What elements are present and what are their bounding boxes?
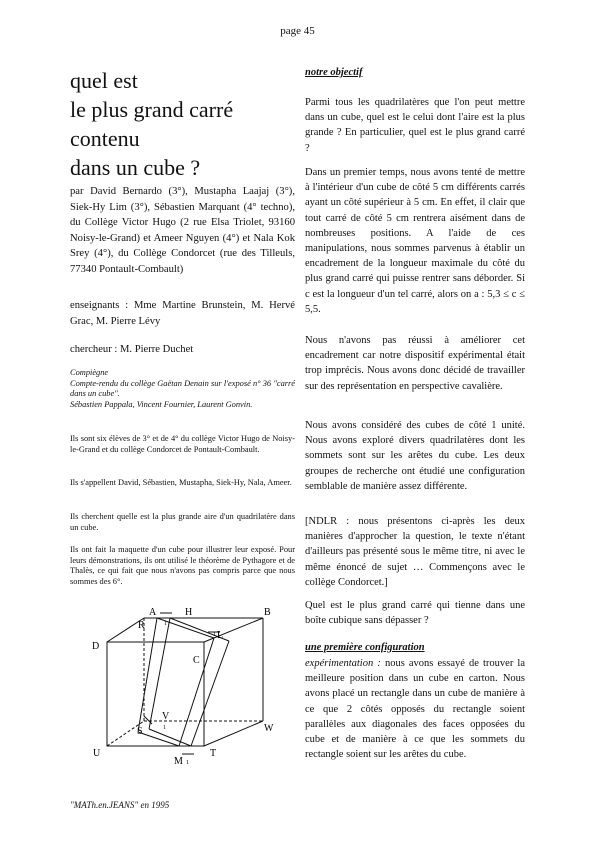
label-u: U: [93, 748, 101, 759]
footer-text: "MATh.en.JEANS" en 1995: [70, 800, 170, 810]
label-m: M: [174, 756, 183, 767]
article-title: [70, 66, 300, 182]
title-line: le plus grand carré: [70, 97, 234, 122]
label-d: D: [92, 641, 100, 652]
compiegne-authors: Sébastien Pappala, Vincent Fournier, Laurent Gonvin.: [70, 399, 253, 409]
label-a: A: [149, 607, 157, 618]
title-line: dans un cube ?: [70, 155, 201, 180]
title-line: quel est: [70, 68, 138, 93]
experiment-text: nous avons essayé de trouver la meilleure position dans un cube en carton. Nous avons placé un rectangle dans un cube de manière à ce que 2 côtés opposés du rectangle soient parallèles aux diagonales des faces opposées du cube et de manière à ce que les sommets du rectangle soient sur les arêtes du cube.: [305, 658, 526, 761]
label-r: R: [138, 620, 145, 631]
title-line: contenu: [70, 126, 140, 151]
compiegne-note: [70, 368, 295, 410]
label-one: 1: [164, 621, 167, 627]
note-paragraph: Ils s'appellent David, Sébastien, Mustapha, Siek-Hy, Nala, Ameer.: [70, 478, 292, 487]
label-l: L: [217, 630, 224, 641]
teachers: enseignants : Mme Martine Brunstein, M. Hervé Grac, M. Pierre Lévy: [70, 300, 295, 327]
label-s: S: [137, 726, 143, 737]
note-paragraph: Ils sont six élèves de 3° et de 4° du collège Victor Hugo de Noisy-le-Grand et du collège Condorcet de Pontault-Combault.: [70, 434, 295, 454]
authors: par David Bernardo (3°), Mustapha Laajaj (3°), Siek-Hy Lim (3°), Sébastien Marquant (4° techno), du Collège Victor Hugo (2 rue Elsa Triolet, 93160 Noisy-le-Grand) et Ameer Nguyen (4°) et Nala Kok Srey (4°), du Collège Condorcet (rue des Tilleuls, 77340 Pontault-Combault): [70, 186, 295, 275]
label-one: 1: [163, 725, 166, 731]
label-v: V: [162, 711, 170, 722]
body-paragraph: Nous n'avons pas réussi à améliorer cet encadrement car notre dispositif expérimental était trop imprécis. Nous avons donc décidé de travailler sur des représentation en perspective cavalière.: [305, 335, 525, 392]
compiegne-title: Compiègne: [70, 368, 109, 377]
researcher: chercheur : M. Pierre Duchet: [70, 344, 194, 355]
body-paragraph: Nous avons considéré des cubes de côté 1 unité. Nous avons exploré divers quadrilatères dont les sommets sont sur les arêtes du cube. Les deux groupes de recherche ont étudié une configuration semblable de manière assez différente.: [305, 420, 525, 492]
compiegne-text: Compte-rendu du collège Gaëtan Denain sur l'exposé n° 36 "carré dans un cube".: [70, 378, 295, 399]
section-heading: notre objectif: [305, 67, 363, 78]
cube-figure: [80, 604, 280, 774]
body-paragraph: Dans un premier temps, nous avons tenté de mettre à l'intérieur d'un cube de côté 5 cm différents carrés ayant un côté supérieur à 5 cm. En effet, il clair que tout carré de côté 5 cm rentrera aisément dans de nombreuses positions. A l'aide de ces manipulations, nous sommes parvenus à établir un encadrement de la longueur maximale du côté du plus grand carré qui puisse rentrer sans déborder. Si c est la longueur d'un tel carré, alors on a : 5,3 ≤ c ≤ 5,5.: [305, 167, 525, 315]
label-t: T: [210, 748, 217, 759]
experiment-label: expérimentation :: [305, 658, 381, 669]
label-w: W: [264, 723, 274, 734]
section-heading: une première configuration: [305, 642, 425, 653]
label-one: 1: [186, 760, 189, 766]
label-c: C: [193, 655, 200, 666]
body-paragraph: Quel est le plus grand carré qui tienne dans une boîte cubique sans dépasser ?: [305, 600, 525, 627]
editor-note: [NDLR : nous présentons ci-après les deux manières d'approcher la question, le texte n'étant d'ailleurs pas présenté sous le même titre, ni avec le même énoncé de sujet … Commençons avec le collège Condorcet.]: [305, 516, 525, 588]
body-paragraph: [305, 656, 525, 762]
label-h: H: [185, 607, 193, 618]
body-paragraph: Parmi tous les quadrilatères que l'on peut mettre dans un cube, quel est le celui dont l'aire est la plus grande ? En particulier, quel est le plus grand carré ?: [305, 97, 525, 154]
page-number: page 45: [280, 25, 315, 37]
label-one: 1: [213, 632, 216, 638]
note-paragraph: Ils ont fait la maquette d'un cube pour illustrer leur exposé. Pour leurs démonstrations, ils ont utilisé le théorème de Pythagore et de Thalès, ce qui fait que nous n'avons pas compris parce que nous sommes des 6°.: [70, 545, 295, 586]
label-b: B: [264, 607, 271, 618]
note-paragraph: Ils cherchent quelle est la plus grande aire d'un quadrilatère dans un cube.: [70, 512, 295, 532]
